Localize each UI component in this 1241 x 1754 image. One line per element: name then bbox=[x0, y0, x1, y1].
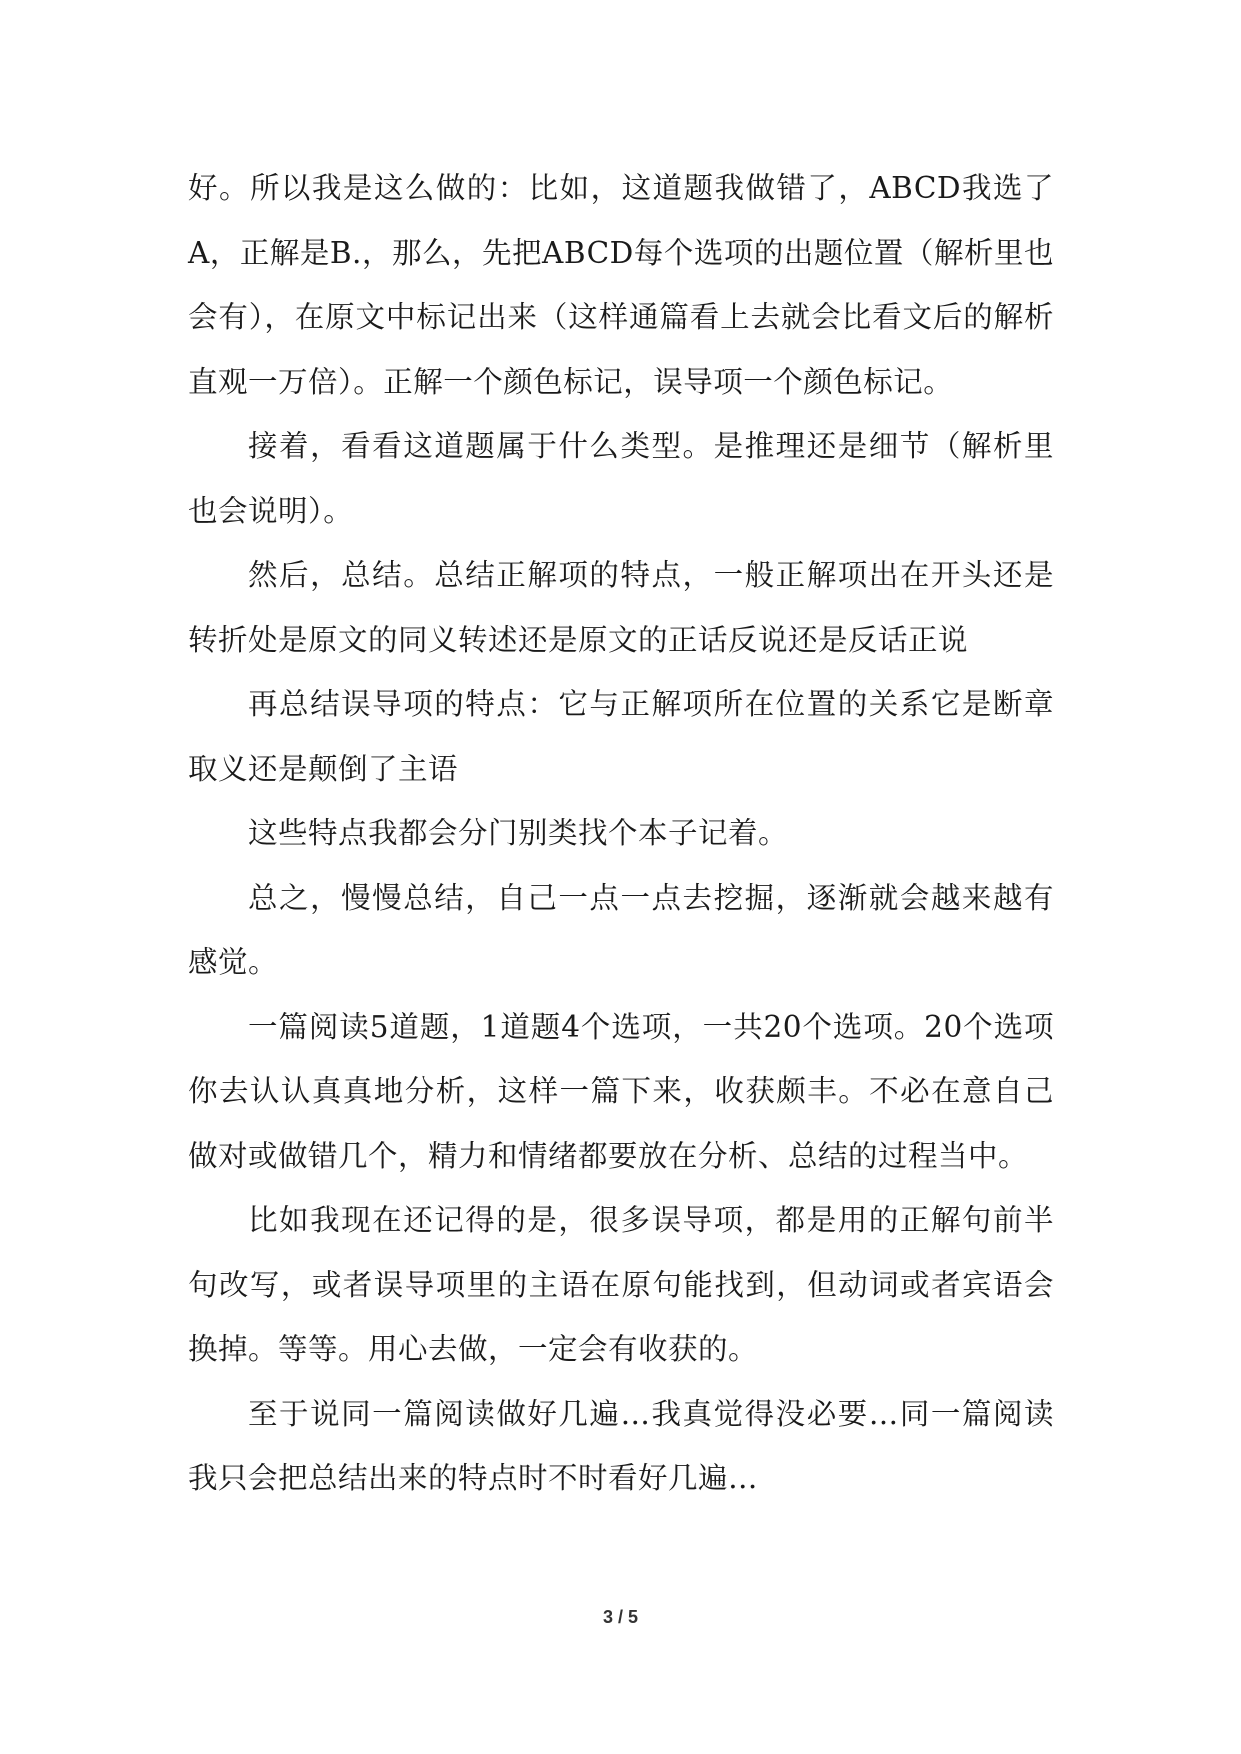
paragraph-8: 比如我现在还记得的是，很多误导项，都是用的正解句前半句改写，或者误导项里的主语在原句能找到，但动词或者宾语会换掉。等等。用心去做，一定会有收获的。 bbox=[188, 1203, 1054, 1366]
paragraph-9: 至于说同一篇阅读做好几遍…我真觉得没必要…同一篇阅读我只会把总结出来的特点时不时看好几遍… bbox=[188, 1396, 1054, 1495]
document-body bbox=[188, 156, 1054, 1511]
paragraph-5: 这些特点我都会分门别类找个本子记着。 bbox=[248, 816, 789, 850]
paragraph-1: 好。所以我是这么做的：比如，这道题我做错了，ABCD我选了A，正解是B.，那么，先把ABCD每个选项的出题位置（解析里也会有），在原文中标记出来（这样通篇看上去就会比看文后的解析直观一万倍）。正解一个颜色标记，误导项一个颜色标记。 bbox=[188, 171, 1054, 399]
paragraph-4: 再总结误导项的特点：它与正解项所在位置的关系它是断章取义还是颠倒了主语 bbox=[188, 687, 1054, 786]
paragraph-7: 一篇阅读5道题，1道题4个选项，一共20个选项。20个选项你去认认真真地分析，这样一篇下来，收获颇丰。不必在意自己做对或做错几个，精力和情绪都要放在分析、总结的过程当中。 bbox=[188, 1009, 1054, 1173]
paragraph-6: 总之，慢慢总结，自己一点一点去挖掘，逐渐就会越来越有感觉。 bbox=[188, 880, 1054, 979]
paragraph-2: 接着，看看这道题属于什么类型。是推理还是细节（解析里也会说明）。 bbox=[188, 429, 1054, 528]
paragraph-3: 然后，总结。总结正解项的特点，一般正解项出在开头还是转折处是原文的同义转述还是原文的正话反说还是反话正说 bbox=[188, 558, 1054, 657]
page-number: 3 / 5 bbox=[602, 1607, 639, 1627]
